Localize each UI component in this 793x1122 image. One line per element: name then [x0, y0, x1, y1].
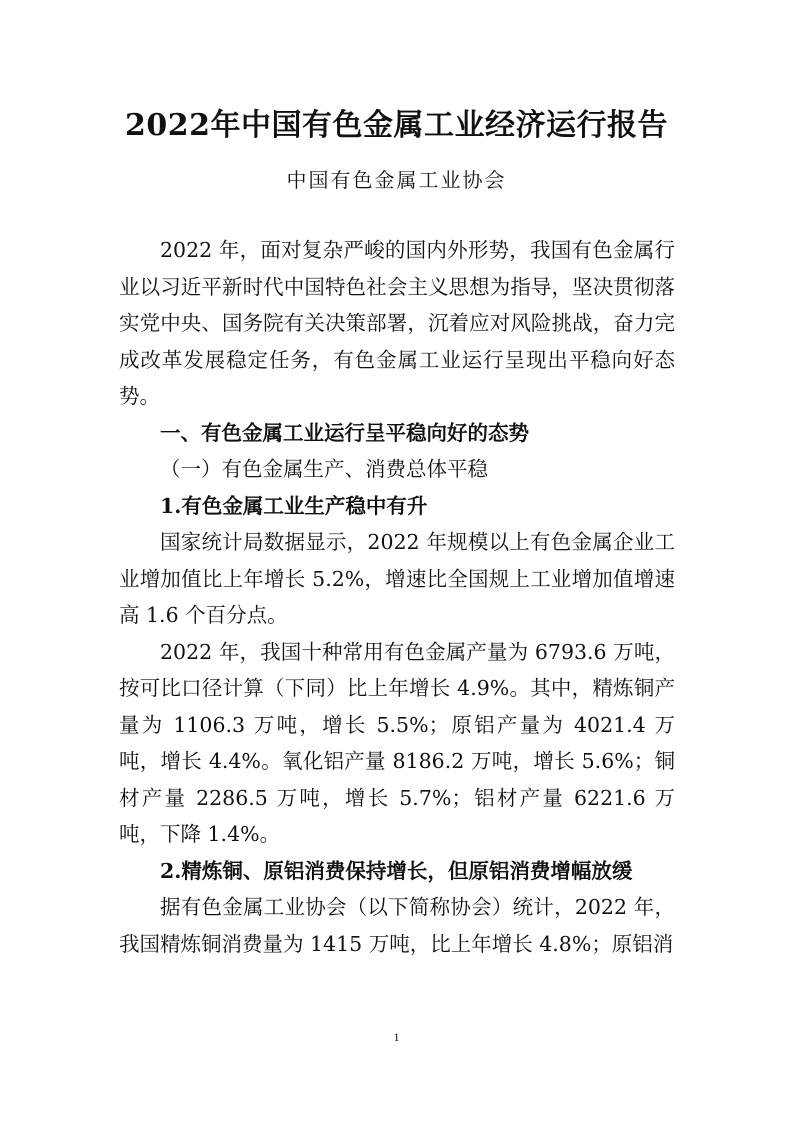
section-heading: 一、有色金属工业运行呈平稳向好的态势 [160, 420, 529, 445]
document-title: 2022年中国有色金属工业经济运行报告 [125, 108, 668, 143]
body-paragraph: 国家统计局数据显示，2022 年规模以上有色金属企业工业增加值比上年增长 5.2%，增速比全国规上工业增加值增速高 1.6 个百分点。 [119, 530, 675, 627]
intro-paragraph: 2022 年，面对复杂严峻的国内外形势，我国有色金属行业以习近平新时代中国特色社会主义思想为指导，坚决贯彻落实党中央、国务院有关决策部署，沉着应对风险挑战，奋力完成改革发展稳定任务，有色金属工业运行呈现出平稳向好态势。 [119, 238, 675, 408]
point-heading: 2.精炼铜、原铝消费保持增长，但原铝消费增幅放缓 [160, 858, 633, 883]
page-number: 1 [393, 1030, 400, 1044]
point-heading: 1.有色金属工业生产稳中有升 [160, 493, 428, 518]
subsection-heading: （一）有色金属生产、消费总体平稳 [160, 457, 488, 481]
body-paragraph: 2022 年，我国十种常用有色金属产量为 6793.6 万吨，按可比口径计算（下同）比上年增长 4.9%。其中，精炼铜产量为 1106.3 万吨，增长 5.5%；原铝产量为 4021.4 万吨，增长 4.4%。氧化铝产量 8186.2 万吨，增长 5.6%；铜材产量 2286.5 万吨，增长 5.7%；铝材产量 6221.6 万吨，下降 1.4%。 [119, 639, 675, 846]
body-paragraph: 据有色金属工业协会（以下简称协会）统计，2022 年，我国精炼铜消费量为 1415 万吨，比上年增长 4.8%；原铝消 [119, 895, 675, 956]
document-body [119, 232, 675, 962]
document-author: 中国有色金属工业协会 [286, 168, 507, 192]
